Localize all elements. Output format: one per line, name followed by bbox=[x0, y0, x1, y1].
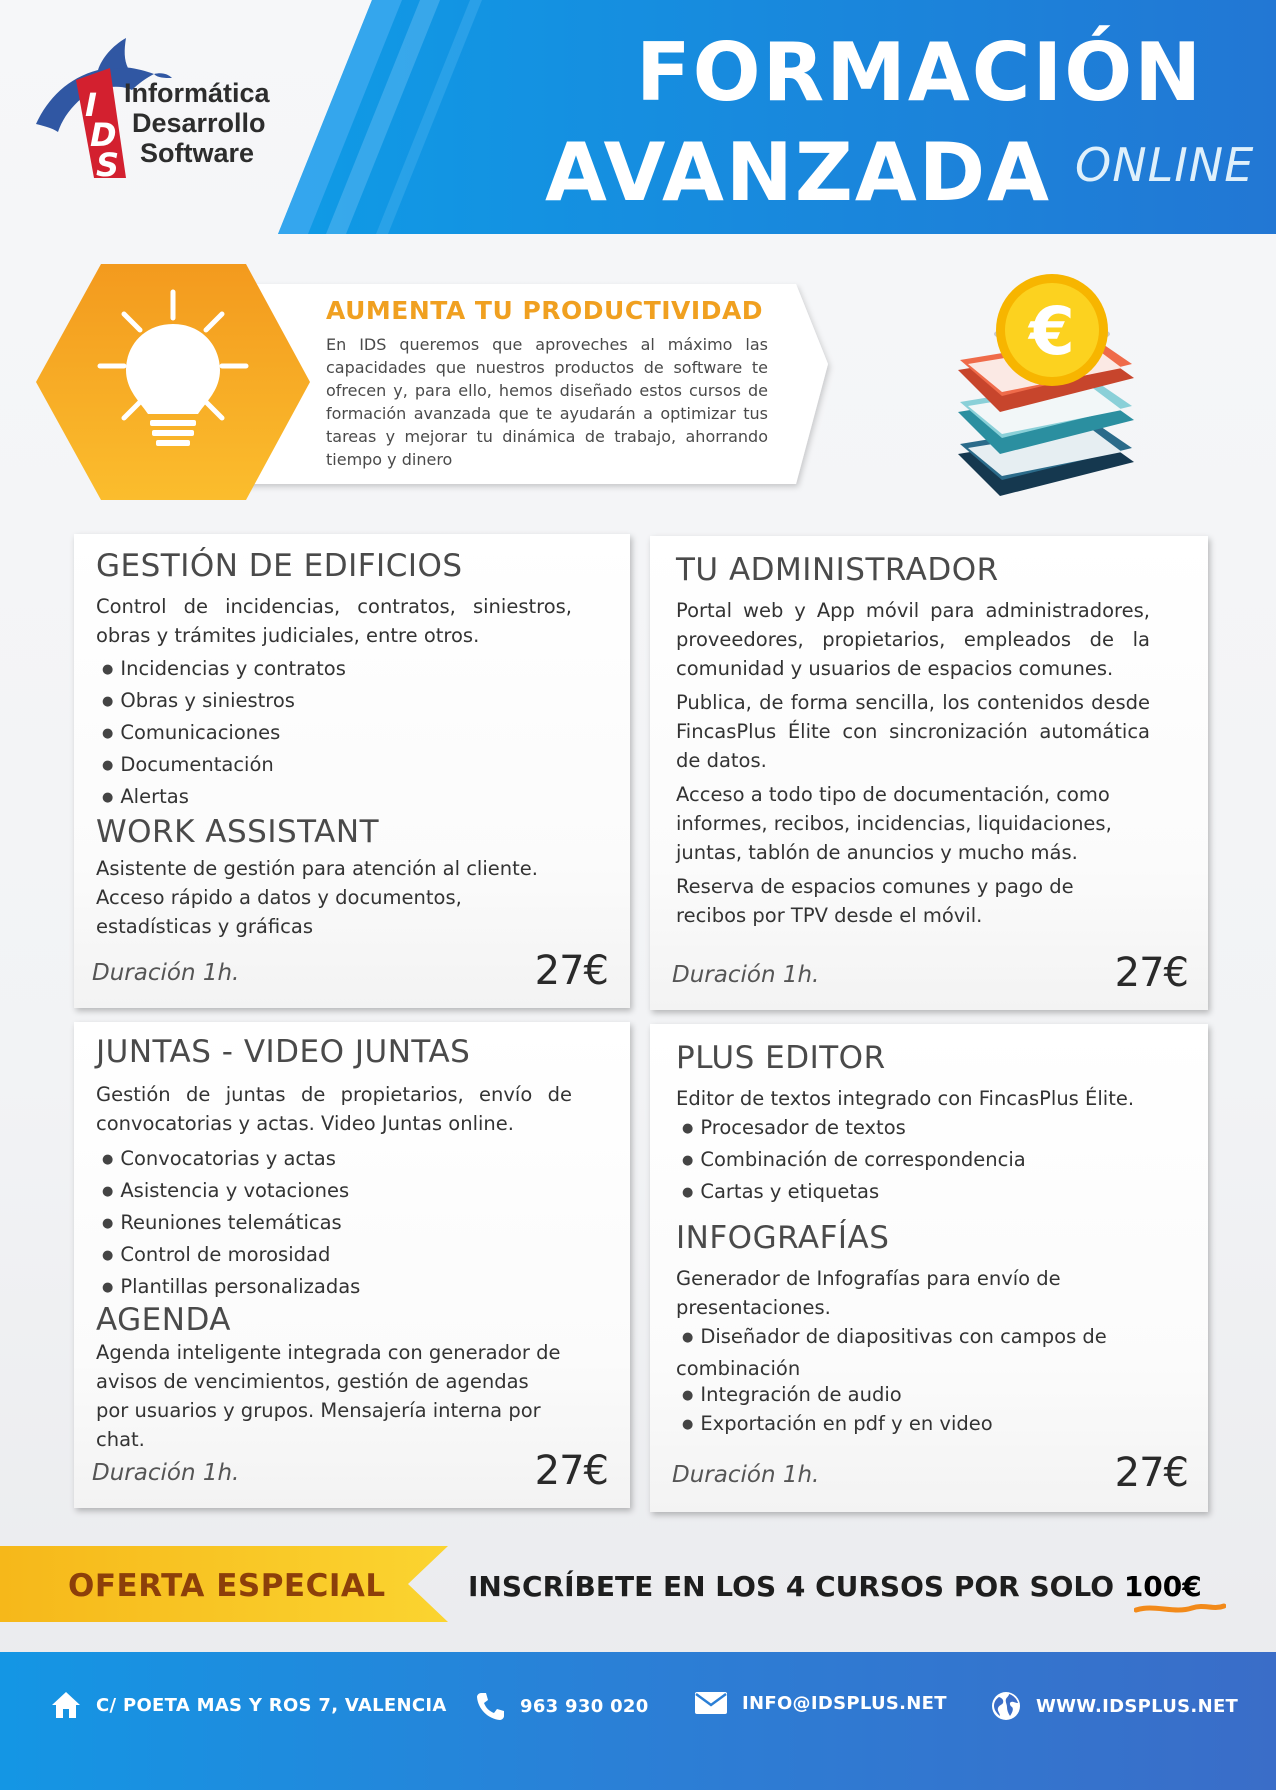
price-underline-stroke bbox=[1134, 1600, 1226, 1618]
offer-text bbox=[468, 1570, 1202, 1603]
svg-text:I: I bbox=[85, 86, 97, 124]
list-item: ● Combinación de correspondencia bbox=[682, 1145, 1026, 1177]
course-duration: Duración 1h. bbox=[92, 960, 240, 986]
home-icon bbox=[50, 1690, 82, 1720]
list-item: ● Asistencia y votaciones bbox=[102, 1176, 360, 1208]
course-duration: Duración 1h. bbox=[92, 1460, 240, 1486]
course-duration: Duración 1h. bbox=[672, 962, 820, 988]
course-description: Gestión de juntas de propietarios, envío de convocatorias y actas. Video Juntas online. bbox=[96, 1083, 572, 1135]
offer-price: 100€ bbox=[1123, 1570, 1202, 1603]
intro-text: En IDS queremos que aproveches al máximo las capacidades que nuestros productos de software te ofrecen y, para ello, hemos diseñado estos cursos de formación avanzada que te ayudarán a optimizar tus tareas y mejorar tu dinámica de trabajo, ahorrando tiempo y dinero bbox=[326, 335, 768, 469]
course-card-tu-administrador bbox=[650, 536, 1208, 1010]
course-feature-list bbox=[102, 1144, 360, 1304]
course-card-plus-editor bbox=[650, 1024, 1208, 1512]
course-card-gestion-edificios bbox=[74, 534, 630, 1008]
list-item: ● Documentación bbox=[102, 750, 346, 782]
course-price: 27€ bbox=[534, 948, 608, 994]
course-description: Control de incidencias, contratos, siniestros, obras y trámites judiciales, entre otros. bbox=[96, 595, 572, 647]
course-description: Editor de textos integrado con FincasPlus Élite. bbox=[676, 1087, 1135, 1110]
website-text: WWW.IDSPLUS.NET bbox=[1036, 1695, 1239, 1717]
euro-coin-books-icon bbox=[950, 272, 1150, 504]
list-item: ● Alertas bbox=[102, 782, 346, 814]
course-title: TU ADMINISTRADOR bbox=[676, 552, 999, 588]
page-title-line2: AVANZADA bbox=[545, 126, 1052, 219]
course-price: 27€ bbox=[1114, 1450, 1188, 1496]
course-sub-description: Agenda inteligente integrada con generador de avisos de vencimientos, gestión de agendas por usuarios y grupos. Mensajería interna por chat. bbox=[96, 1341, 561, 1451]
course-sub-description: Generador de Infografías para envío de presentaciones. bbox=[676, 1267, 1061, 1319]
logo-line-desarrollo: Desarrollo bbox=[132, 108, 266, 138]
course-title: JUNTAS - VIDEO JUNTAS bbox=[96, 1034, 471, 1070]
course-paragraph: Reserva de espacios comunes y pago de recibos por TPV desde el móvil. bbox=[676, 875, 1074, 927]
list-item: ● Comunicaciones bbox=[102, 718, 346, 750]
footer-website[interactable] bbox=[990, 1690, 1238, 1722]
course-paragraph: Acceso a todo tipo de documentación, como informes, recibos, incidencias, liquidaciones, juntas, tablón de anuncios y mucho más. bbox=[676, 783, 1112, 864]
mail-icon bbox=[694, 1690, 728, 1716]
list-item: ● Incidencias y contratos bbox=[102, 654, 346, 686]
logo-line-informatica: Informática bbox=[124, 78, 270, 108]
course-subtitle: WORK ASSISTANT bbox=[96, 814, 380, 850]
address-text: C/ POETA MAS Y ROS 7, VALENCIA bbox=[96, 1694, 447, 1716]
svg-text:D: D bbox=[90, 116, 117, 154]
list-item: ● Exportación en pdf y en video bbox=[682, 1409, 993, 1441]
list-item: ● Diseñador de diapositivas con campos de combinación bbox=[676, 1322, 1146, 1383]
list-item: ● Control de morosidad bbox=[102, 1240, 360, 1272]
footer-address bbox=[50, 1690, 447, 1720]
footer-phone[interactable] bbox=[474, 1690, 649, 1722]
logo-line-software: Software bbox=[140, 138, 255, 168]
phone-icon bbox=[474, 1690, 506, 1722]
course-feature-list bbox=[102, 654, 346, 814]
course-card-juntas bbox=[74, 1022, 630, 1508]
phone-text: 963 930 020 bbox=[520, 1695, 649, 1717]
list-item: ● Convocatorias y actas bbox=[102, 1144, 360, 1176]
course-sub-description: Asistente de gestión para atención al cliente. Acceso rápido a datos y documentos, estadísticas y gráficas bbox=[96, 857, 538, 938]
course-duration: Duración 1h. bbox=[672, 1462, 820, 1488]
list-item: ● Cartas y etiquetas bbox=[682, 1177, 1026, 1209]
course-paragraph: Portal web y App móvil para administradores, proveedores, propietarios, empleados de la comunidad y usuarios de espacios comunes. bbox=[676, 599, 1150, 680]
svg-text:S: S bbox=[96, 146, 120, 184]
page-title-line1: FORMACIÓN bbox=[636, 26, 1204, 119]
course-title: GESTIÓN DE EDIFICIOS bbox=[96, 548, 463, 584]
course-price: 27€ bbox=[534, 1448, 608, 1494]
list-item: ● Integración de audio bbox=[682, 1380, 902, 1412]
globe-icon bbox=[990, 1690, 1022, 1722]
intro-title: AUMENTA TU PRODUCTIVIDAD bbox=[326, 296, 764, 325]
course-subtitle: AGENDA bbox=[96, 1302, 231, 1338]
offer-label: OFERTA ESPECIAL bbox=[68, 1568, 386, 1604]
list-item: ● Procesador de textos bbox=[682, 1113, 1026, 1145]
page-subtitle: ONLINE bbox=[1075, 138, 1255, 192]
course-paragraph: Publica, de forma sencilla, los contenidos desde FincasPlus Élite con sincronización automática de datos. bbox=[676, 691, 1150, 772]
list-item: ● Reuniones telemáticas bbox=[102, 1208, 360, 1240]
list-item: ● Plantillas personalizadas bbox=[102, 1272, 360, 1304]
course-price: 27€ bbox=[1114, 950, 1188, 996]
course-feature-list bbox=[682, 1113, 1026, 1209]
course-subtitle: INFOGRAFÍAS bbox=[676, 1220, 890, 1256]
email-text: INFO@IDSPLUS.NET bbox=[742, 1692, 947, 1714]
course-title: PLUS EDITOR bbox=[676, 1040, 886, 1076]
ids-logo bbox=[28, 28, 308, 188]
offer-description: INSCRÍBETE EN LOS 4 CURSOS POR SOLO bbox=[468, 1570, 1124, 1603]
svg-text:€: € bbox=[1029, 293, 1075, 370]
footer-email[interactable] bbox=[694, 1690, 947, 1716]
list-item: ● Obras y siniestros bbox=[102, 686, 346, 718]
